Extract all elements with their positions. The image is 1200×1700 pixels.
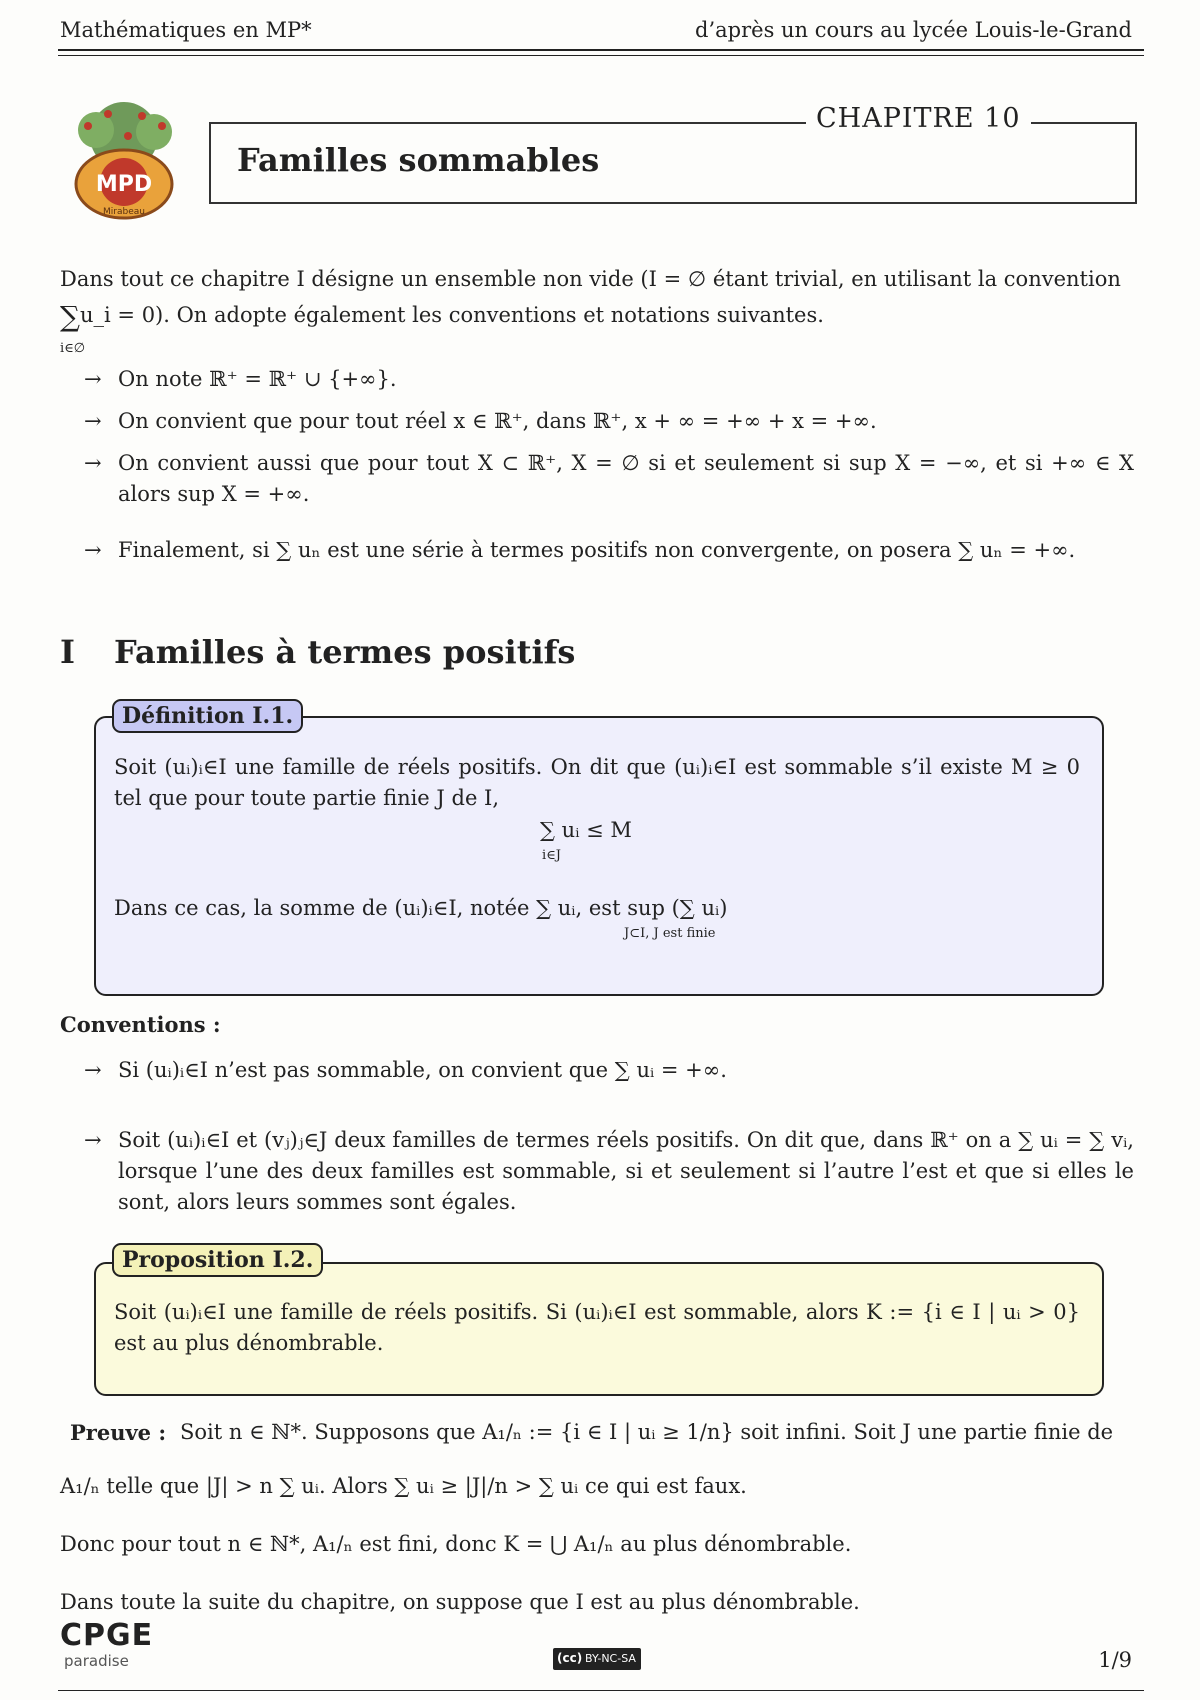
proof-line-2: A₁/ₙ telle que |J| > n ∑ uᵢ. Alors ∑ uᵢ ≥ |J|/n > ∑ uᵢ ce qui est faux.	[60, 1474, 747, 1498]
section-title: Familles à termes positifs	[114, 633, 576, 671]
arrow-right-icon: →	[84, 367, 102, 391]
arrow-right-icon: →	[84, 409, 102, 433]
chapter-number: CHAPITRE 10	[806, 103, 1031, 134]
proof-label: Preuve :	[70, 1420, 167, 1445]
definition-sup-index: J⊂I, J est finie	[624, 926, 716, 941]
list-item	[84, 1125, 1134, 1225]
header-rule-top	[58, 49, 1144, 51]
list-item-text: Si (uᵢ)ᵢ∈I n’est pas sommable, on convient que ∑ uᵢ = +∞.	[118, 1058, 727, 1082]
intro-line-2	[60, 299, 1134, 356]
conventions-heading: Conventions :	[60, 1012, 221, 1037]
creative-commons-icon: (cc)	[557, 1651, 583, 1665]
license-badge[interactable]	[553, 1648, 641, 1670]
list-item	[84, 448, 1134, 510]
svg-text:Mirabeau: Mirabeau	[103, 207, 145, 217]
arrow-right-icon: →	[84, 1128, 102, 1152]
list-item-text: Finalement, si ∑ uₙ est une série à termes positifs non convergente, on posera ∑ uₙ = +∞.	[118, 538, 1076, 562]
definition-text-1: Soit (uᵢ)ᵢ∈I une famille de réels positifs. On dit que (uᵢ)ᵢ∈I est sommable s’il existe M ≥ 0 tel que pour toute partie finie J de I,	[114, 755, 1080, 810]
list-item-text: On convient aussi que pour tout X ⊂ ℝ⁺, X = ∅ si et seulement si sup X = −∞, et si +∞ ∈ X alors sup X = +∞.	[118, 451, 1134, 506]
proposition-text: Soit (uᵢ)ᵢ∈I une famille de réels positifs. Si (uᵢ)ᵢ∈I est sommable, alors K := {i ∈ I | uᵢ > 0} est au plus dénombrable.	[114, 1300, 1080, 1355]
footer-rule	[58, 1690, 1144, 1691]
running-header-right: d’après un cours au lycée Louis-le-Grand	[695, 18, 1132, 42]
proof-line-4: Dans toute la suite du chapitre, on suppose que I est au plus dénombrable.	[60, 1590, 860, 1614]
arrow-right-icon: →	[84, 538, 102, 562]
sum-symbol-icon: ∑ i∈∅	[60, 303, 80, 331]
arrow-right-icon: →	[84, 1058, 102, 1082]
definition-text-2: Dans ce cas, la somme de (uᵢ)ᵢ∈I, notée ∑ uᵢ, est sup (∑ uᵢ)	[114, 896, 728, 920]
footer-brand: CPGE	[60, 1618, 154, 1653]
section-number: I	[60, 633, 75, 671]
definition-formula: ∑ uᵢ ≤ M	[540, 818, 632, 842]
chapter-title: Familles sommables	[237, 141, 600, 179]
list-item-text: On note ℝ⁺ = ℝ⁺ ∪ {+∞}.	[118, 367, 397, 391]
list-item	[84, 364, 1134, 395]
definition-tag: Définition I.1.	[112, 699, 303, 733]
page-number: 1/9	[1098, 1648, 1132, 1672]
running-header-left: Mathématiques en MP*	[60, 18, 312, 42]
definition-formula-index: i∈J	[542, 848, 561, 863]
list-item-text: Soit (uᵢ)ᵢ∈I et (vⱼ)ⱼ∈J deux familles de termes réels positifs. On dit que, dans ℝ⁺ on a ∑ uᵢ = ∑ vᵢ, lorsque l’une des deux familles est sommable, si et seulement si l’autre l’est et que si elles le sont, alors leurs sommes sont égales.	[118, 1128, 1134, 1214]
license-label: BY-NC-SA	[585, 1652, 636, 1665]
intro-line-1: Dans tout ce chapitre I désigne un ensemble non vide (I = ∅ étant trivial, en utilisant la convention	[60, 267, 1121, 291]
intro-line-2-text: u_i = 0). On adopte également les conventions et notations suivantes.	[80, 303, 824, 327]
proposition-tag: Proposition I.2.	[112, 1243, 323, 1277]
proof-line-1: Soit n ∈ ℕ*. Supposons que A₁/ₙ := {i ∈ I | uᵢ ≥ 1/n} soit infini. Soit J une partie finie de	[180, 1420, 1114, 1444]
list-item-text: On convient que pour tout réel x ∈ ℝ⁺, dans ℝ⁺, x + ∞ = +∞ + x = +∞.	[118, 409, 877, 433]
arrow-right-icon: →	[84, 451, 102, 475]
footer-brand-sub: paradise	[64, 1652, 129, 1670]
list-item	[84, 1055, 1134, 1086]
list-item	[84, 406, 1134, 437]
proof-line-3: Donc pour tout n ∈ ℕ*, A₁/ₙ est fini, donc K = ⋃ A₁/ₙ au plus dénombrable.	[60, 1532, 852, 1556]
list-item	[84, 535, 1134, 575]
svg-text:MPD: MPD	[95, 172, 153, 197]
mpd-logo	[58, 96, 190, 228]
sum-index: i∈∅	[60, 340, 86, 356]
header-rule-bottom	[58, 55, 1144, 56]
